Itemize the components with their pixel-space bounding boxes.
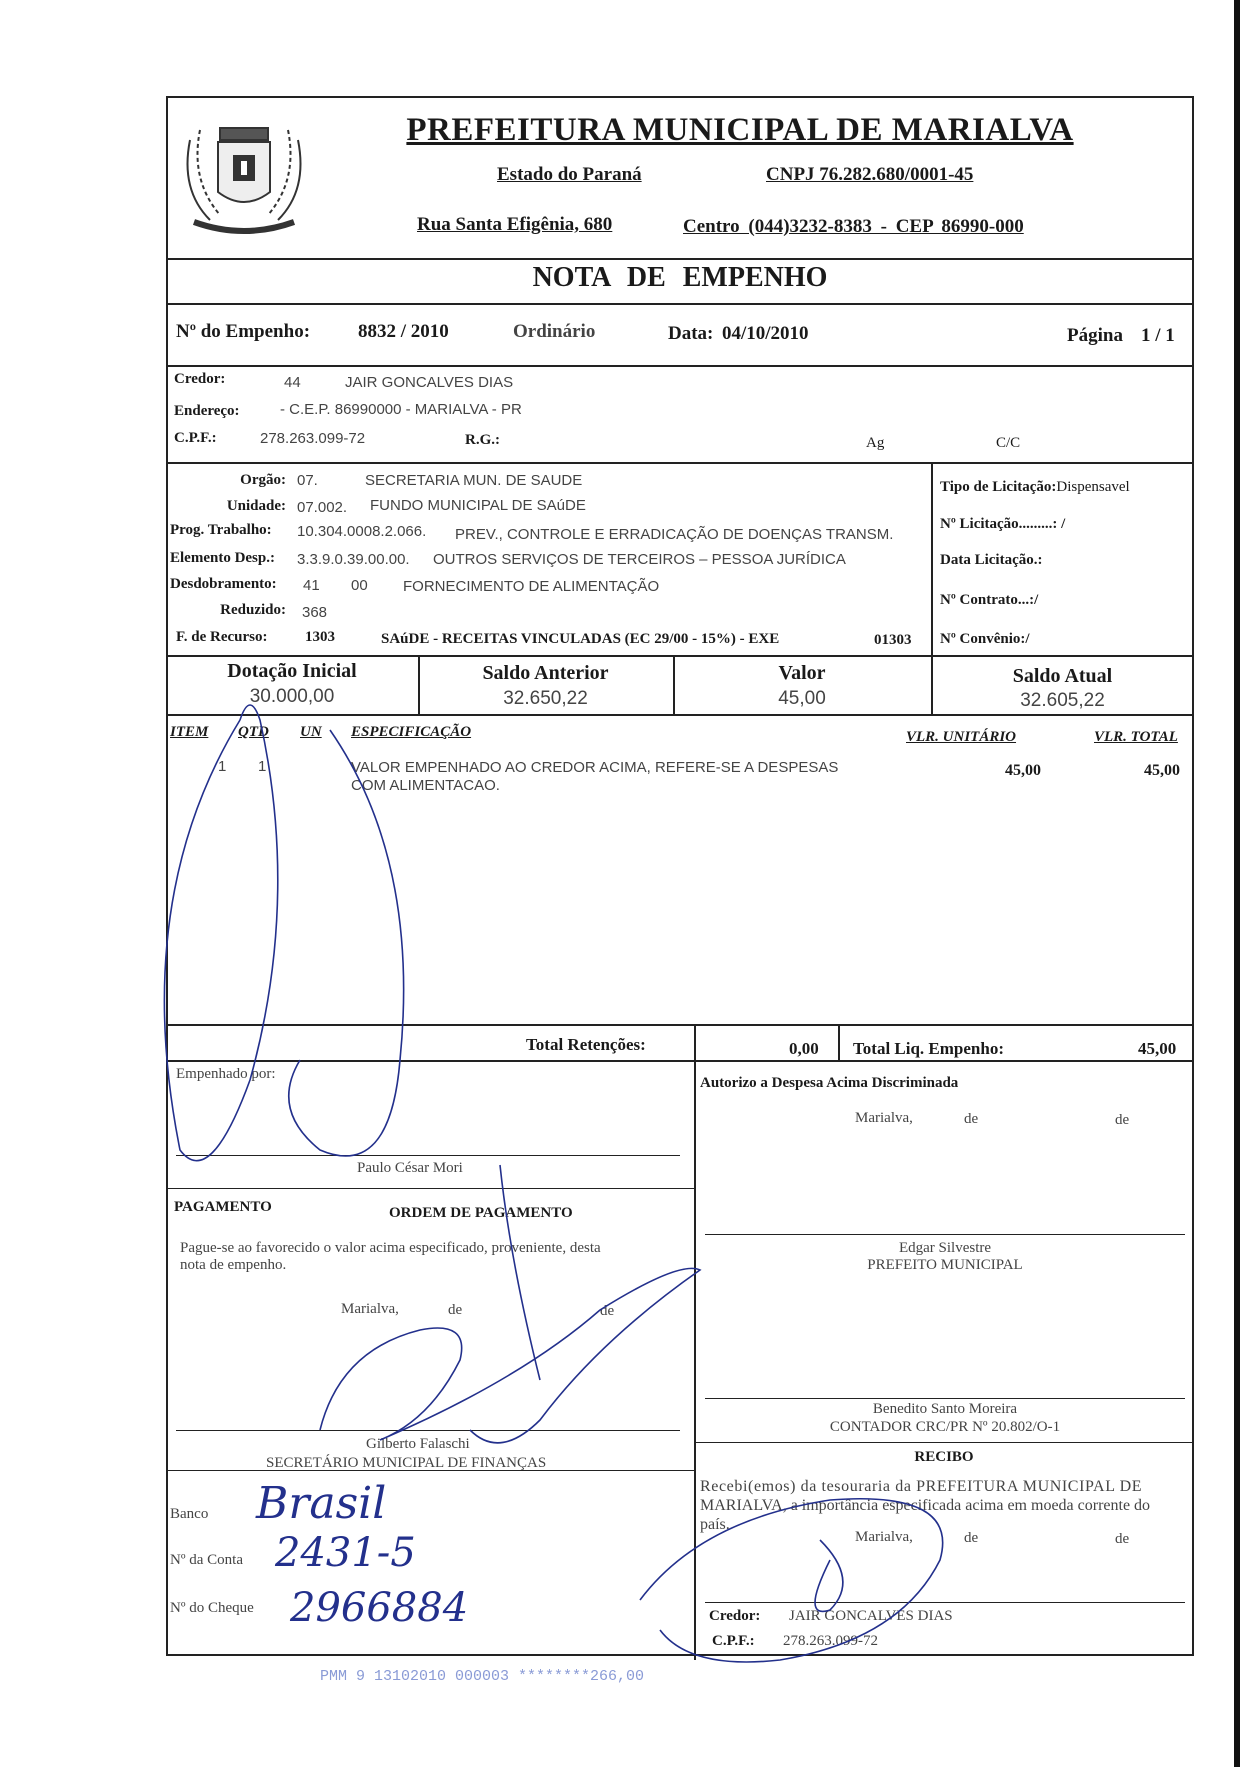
pagamento-de2: de (600, 1303, 615, 1319)
col-vlr-total: VLR. TOTAL (1094, 729, 1178, 745)
cheque-handwritten: 2966884 (290, 1585, 469, 1631)
page-value: 1 / 1 (1141, 325, 1175, 346)
date-value: 04/10/2010 (722, 323, 809, 344)
retencoes-label: Total Retenções: (526, 1035, 646, 1054)
rule-title (166, 303, 1194, 305)
rule-credor (166, 462, 1194, 464)
prefeito-name: Edgar Silvestre (898, 1240, 992, 1256)
sig-prefeito (705, 1234, 1185, 1235)
rule-bottom-divider (694, 1024, 696, 1660)
empenho-type: Ordinário (513, 321, 596, 342)
liq-label: Total Liq. Empenho: (853, 1039, 1004, 1058)
item-total: 45,00 (1144, 762, 1180, 779)
empenhado-name: Paulo César Mori (357, 1160, 463, 1176)
recibo-de2: de (1115, 1531, 1130, 1547)
recibo-credor-value: JAIR GONCALVES DIAS (789, 1608, 953, 1624)
desdob-value: FORNECIMENTO DE ALIMENTAÇÃO (403, 578, 660, 595)
licitacao-data: Data Licitação.: (940, 552, 1043, 568)
item-qtd: 1 (258, 758, 267, 775)
tipo-licitacao-label (940, 479, 1130, 496)
sig-credor (705, 1602, 1185, 1603)
header-title: PREFEITURA MUNICIPAL DE MARIALVA (406, 112, 1074, 148)
cpf-label: C.P.F.: (174, 430, 217, 446)
coat-of-arms-icon (170, 100, 318, 248)
reduzido-label: Reduzido: (220, 602, 286, 618)
item-espec-line1: VALOR EMPENHADO AO CREDOR ACIMA, REFERE-SE A DESPESAS (351, 759, 839, 776)
prog-label: Prog. Trabalho: (170, 522, 272, 538)
desdob-code: 41 (303, 577, 320, 594)
autorizo-de1: de (964, 1111, 979, 1127)
header-address2: Centro (044)3232-8383 - CEP 86990-000 (683, 216, 1024, 237)
recibo-de1: de (964, 1530, 979, 1546)
item-unit: 45,00 (1005, 762, 1041, 779)
credor-label: Credor: (174, 371, 226, 387)
header-state: Estado do Paraná (497, 164, 642, 185)
col-item: ITEM (170, 724, 209, 740)
rule-classif (166, 655, 1194, 657)
conta-handwritten: 2431-5 (275, 1530, 416, 1576)
tipo-licitacao-label-text: Tipo de Licitação: (940, 479, 1057, 495)
autorizo-de2: de (1115, 1112, 1130, 1128)
valor-value: 45,00 (778, 688, 826, 709)
pagamento-text-line1: Pague-se ao favorecido o valor acima especificado, proveniente, desta (180, 1240, 601, 1256)
date-label: Data: (668, 323, 714, 344)
elemento-value: OUTROS SERVIÇOS DE TERCEIROS – PESSOA JURÍDICA (433, 551, 846, 568)
desdob-label: Desdobramento: (170, 576, 277, 592)
col-un: UN (300, 724, 322, 740)
licitacao-convenio: Nº Convênio:/ (940, 631, 1030, 647)
rule-header (166, 258, 1194, 260)
saldo-atual-value: 32.605,22 (1020, 690, 1105, 711)
col-especificacao: ESPECIFICAÇÃO (351, 724, 472, 740)
page-label: Página (1067, 325, 1123, 346)
cheque-label: Nº do Cheque (170, 1600, 254, 1616)
dotacao-value: 30.000,00 (249, 686, 335, 707)
scan-edge (1234, 0, 1240, 1767)
secretario-name: Gilberto Falaschi (366, 1436, 470, 1452)
pagamento-text-line2: nota de empenho. (180, 1257, 287, 1273)
valor-label: Valor (778, 662, 826, 684)
recurso-code: 1303 (305, 629, 335, 645)
desdob-sub: 00 (351, 577, 368, 594)
cc-label: C/C (996, 435, 1021, 451)
elemento-code: 3.3.9.0.39.00.00. (297, 551, 410, 568)
saldo-atual-label: Saldo Atual (1012, 665, 1113, 687)
ordem-pagamento-label: ORDEM DE PAGAMENTO (389, 1205, 573, 1221)
retencoes-value: 0,00 (789, 1039, 819, 1058)
sig-empenhado (176, 1155, 680, 1156)
credor-name: JAIR GONCALVES DIAS (345, 374, 514, 391)
ag-label: Ag (866, 435, 885, 451)
liq-value: 45,00 (1138, 1039, 1177, 1058)
payment-stamp: PMM 9 13102010 000003 ********266,00 (320, 1668, 645, 1685)
item-number: 1 (218, 758, 227, 775)
endereco-value: - C.E.P. 86990000 - MARIALVA - PR (280, 401, 522, 418)
rule-items-end (166, 1024, 1194, 1026)
unidade-label: Unidade: (226, 498, 286, 514)
item-espec-line2: COM ALIMENTACAO. (351, 777, 500, 794)
elemento-label: Elemento Desp.: (170, 550, 275, 566)
saldo-anterior-label: Saldo Anterior (482, 662, 609, 684)
recurso-value: SAúDE - RECEITAS VINCULADAS (EC 29/00 - 15%) - EXE (381, 631, 780, 647)
licitacao-contrato: Nº Contrato...:/ (940, 592, 1039, 608)
autorizo-label: Autorizo a Despesa Acima Discriminada (700, 1075, 959, 1091)
rule-totais (166, 1060, 1194, 1062)
header-cnpj: CNPJ 76.282.680/0001-45 (766, 164, 974, 185)
contador-name: Benedito Santo Moreira (872, 1401, 1018, 1417)
recibo-text-line2: MARIALVA, a importância especificada acima em moeda corrente do (700, 1497, 1151, 1514)
rule-empenho (166, 365, 1194, 367)
empenho-number: 8832 / 2010 (358, 321, 449, 342)
recibo-credor-label: Credor: (709, 1608, 761, 1624)
prog-value: PREV., CONTROLE E ERRADICAÇÃO DE DOENÇAS TRANSM. (455, 526, 894, 543)
recurso-code2: 01303 (874, 632, 912, 648)
doc-title: NOTA DE EMPENHO (532, 262, 828, 293)
col-vlr-unitario: VLR. UNITÁRIO (906, 729, 1017, 745)
recibo-city: Marialva, (855, 1529, 913, 1545)
banco-label: Banco (170, 1506, 209, 1522)
col-qtd: QTD (238, 724, 269, 740)
recibo-cpf-label: C.P.F.: (712, 1633, 755, 1649)
prefeito-role: PREFEITO MUNICIPAL (867, 1257, 1023, 1273)
rule-empenhado (166, 1188, 694, 1189)
rule-recibo (694, 1442, 1194, 1443)
sig-contador (705, 1398, 1185, 1399)
dotacao-label: Dotação Inicial (227, 660, 357, 682)
recibo-label: RECIBO (914, 1449, 974, 1465)
reduzido-value: 368 (302, 604, 328, 621)
secretario-role: SECRETÁRIO MUNICIPAL DE FINANÇAS (266, 1455, 547, 1471)
credor-code: 44 (284, 374, 301, 391)
empenho-label: Nº do Empenho: (176, 321, 311, 342)
orgao-value: SECRETARIA MUN. DE SAUDE (365, 472, 583, 489)
rule-totais-divider (838, 1024, 840, 1060)
pagamento-de1: de (448, 1302, 463, 1318)
recibo-text-line3: país. (700, 1516, 730, 1533)
header-address: Rua Santa Efigênia, 680 (417, 214, 613, 235)
tipo-licitacao-value: Dispensavel (1056, 479, 1130, 495)
endereco-label: Endereço: (174, 403, 240, 419)
pagamento-city: Marialva, (341, 1301, 399, 1317)
orgao-label: Orgão: (240, 472, 286, 488)
rg-label: R.G.: (465, 432, 500, 448)
banco-handwritten: Brasil (256, 1478, 387, 1529)
orgao-code: 07. (297, 472, 318, 489)
licitacao-numero: Nº Licitação.........: / (940, 516, 1066, 532)
cpf-value: 278.263.099-72 (260, 430, 366, 447)
rule-saldos (166, 714, 1194, 716)
sig-secretario (176, 1430, 680, 1431)
prog-code: 10.304.0008.2.066. (297, 523, 427, 540)
saldo-anterior-value: 32.650,22 (503, 688, 588, 709)
empenhado-label: Empenhado por: (176, 1066, 276, 1082)
unidade-value: FUNDO MUNICIPAL DE SAúDE (370, 497, 586, 514)
contador-role: CONTADOR CRC/PR Nº 20.802/O-1 (829, 1419, 1061, 1435)
conta-label: Nº da Conta (170, 1552, 243, 1568)
recibo-cpf-value: 278.263.099-72 (783, 1633, 878, 1649)
recibo-text-line1: Recebi(emos) da tesouraria da PREFEITURA MUNICIPAL DE (700, 1478, 1143, 1495)
unidade-code: 07.002. (297, 499, 348, 516)
autorizo-city: Marialva, (855, 1110, 913, 1126)
pagamento-label: PAGAMENTO (174, 1199, 272, 1215)
recurso-label: F. de Recurso: (176, 629, 268, 645)
